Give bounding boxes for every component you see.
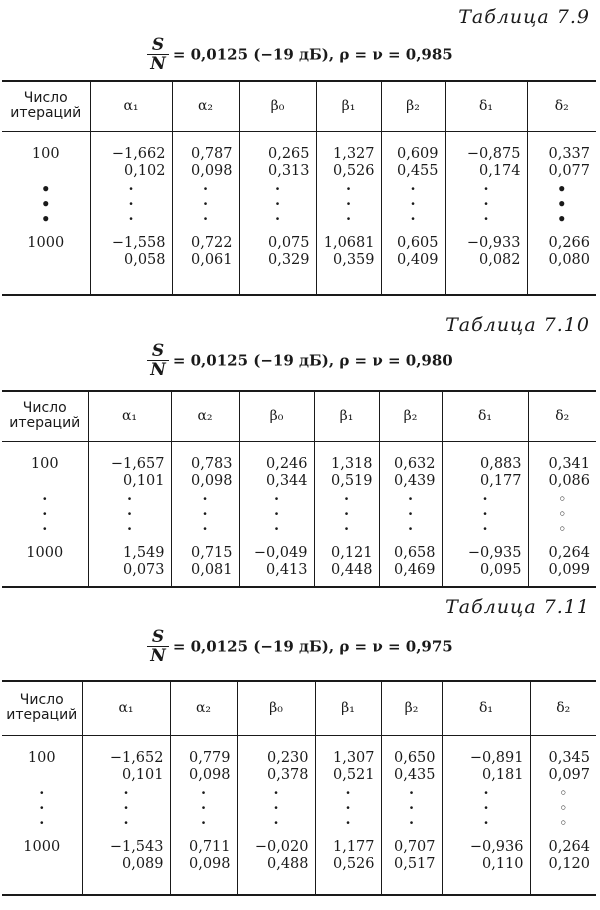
alpha1-cell: −1,657 0,101 · · · 1,549 0,073 [88,441,171,587]
header-iterations: Число итераций [9,400,81,432]
beta1-cell: 1,307 0,521 · · · 1,177 0,526 [315,735,381,895]
data-table [2,80,596,296]
header-beta1: β₁ [316,81,381,131]
table-formula: $\frac{S}{N}$ = 0,0125 (−19 дБ), ρ = ν = 0,985 [0,36,600,73]
table-caption: Таблица 7.11 [445,596,590,618]
beta0-cell: 0,230 0,378 · · · −0,020 0,488 [237,735,315,895]
header-delta1: δ₁ [445,81,527,131]
iterations-cell: 100 • • • 1000 [27,145,65,251]
data-table [2,680,596,896]
header-alpha2: α₂ [171,391,239,441]
table-formula: $\frac{S}{N}$ = 0,0125 (−19 дБ), ρ = ν = 0,980 [0,342,600,379]
snr-fraction: $\frac{S}{N}$ [147,36,169,73]
table-caption: Таблица 7.10 [445,314,590,336]
alpha2-cell: 0,779 0,098 · · · 0,711 0,098 [170,735,237,895]
header-beta1: β₁ [315,681,381,735]
alpha2-cell: 0,783 0,098 · · · 0,715 0,081 [171,441,239,587]
alpha2-cell: 0,787 0,098 · · · 0,722 0,061 [172,131,239,295]
beta2-cell: 0,650 0,435 · · · 0,707 0,517 [381,735,442,895]
alpha1-cell: −1,662 0,102 · · · −1,558 0,058 [90,131,172,295]
header-beta1: β₁ [314,391,379,441]
header-alpha2: α₂ [172,81,239,131]
delta1-cell: 0,883 0,177 · · · −0,935 0,095 [442,441,528,587]
delta2-cell: 0,341 0,086 ◦ ◦ ◦ 0,264 0,099 [528,441,596,587]
beta2-cell: 0,609 0,455 · · · 0,605 0,409 [381,131,445,295]
header-delta1: δ₁ [442,391,528,441]
header-alpha1: α₁ [82,681,170,735]
delta2-cell: 0,337 0,077 • • • 0,266 0,080 [527,131,596,295]
header-beta2: β₂ [381,81,445,131]
header-beta0: β₀ [239,81,316,131]
header-delta2: δ₂ [530,681,596,735]
delta2-cell: 0,345 0,097 ◦ ◦ ◦ 0,264 0,120 [530,735,596,895]
header-delta1: δ₁ [442,681,530,735]
table-formula: $\frac{S}{N}$ = 0,0125 (−19 дБ), ρ = ν = 0,975 [0,628,600,665]
data-table [2,390,596,588]
snr-fraction: $\frac{S}{N}$ [147,342,169,379]
header-alpha1: α₁ [88,391,171,441]
beta0-cell: 0,246 0,344 · · · −0,049 0,413 [239,441,314,587]
table-caption: Таблица 7.9 [458,6,590,28]
header-alpha1: α₁ [90,81,172,131]
beta1-cell: 1,327 0,526 · · · 1,0681 0,359 [316,131,381,295]
iterations-cell: 100 · · · 1000 [23,749,61,855]
header-beta2: β₂ [379,391,442,441]
header-delta2: δ₂ [527,81,596,131]
header-iterations: Число итераций [6,692,78,724]
beta2-cell: 0,632 0,439 · · · 0,658 0,469 [379,441,442,587]
header-delta2: δ₂ [528,391,596,441]
snr-fraction: $\frac{S}{N}$ [147,628,169,665]
header-beta0: β₀ [237,681,315,735]
iterations-cell: 100 · · · 1000 [26,455,64,561]
header-alpha2: α₂ [170,681,237,735]
beta1-cell: 1,318 0,519 · · · 0,121 0,448 [314,441,379,587]
header-beta2: β₂ [381,681,442,735]
header-beta0: β₀ [239,391,314,441]
delta1-cell: −0,891 0,181 · · · −0,936 0,110 [442,735,530,895]
alpha1-cell: −1,652 0,101 · · · −1,543 0,089 [82,735,170,895]
delta1-cell: −0,875 0,174 · · · −0,933 0,082 [445,131,527,295]
beta0-cell: 0,265 0,313 · · · 0,075 0,329 [239,131,316,295]
header-iterations: Число итераций [10,90,82,122]
